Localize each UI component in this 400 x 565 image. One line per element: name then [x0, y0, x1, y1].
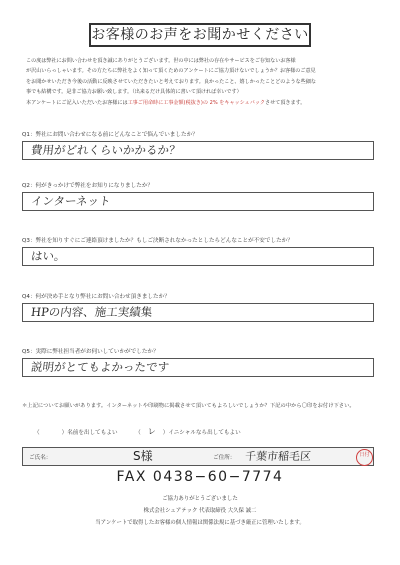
answer-field[interactable] — [22, 192, 374, 211]
address-label: ご住所： — [213, 455, 236, 461]
cashback-prefix: 本アンケートにご記入いただいたお客様には — [26, 99, 128, 106]
name-label: ご氏名： — [29, 455, 52, 461]
choice-initial-checkbox[interactable]: レ — [147, 427, 156, 436]
question-label: Q2：何がきっかけで弊社をお知りになりましたか？ — [22, 183, 154, 189]
intro-line: この度は弊社にお問い合わせを頂き誠にありがとうございます。世の中には弊社の存在やサービスをご存知ないお客様 — [26, 58, 296, 64]
name-field[interactable]: S様 — [133, 449, 153, 463]
company-text: 株式会社シェアテック 代表取締役 大久保 誠二 — [143, 508, 257, 514]
intro-text — [26, 56, 378, 108]
question-label: Q5：実際に弊社担当者がお伺いしていかがでしたか？ — [22, 349, 159, 355]
handwritten-answer: 説明がとてもよかったです — [30, 360, 170, 374]
customer-info-row — [22, 447, 374, 466]
question-5 — [22, 349, 374, 377]
fax-number: FAX 0438−60−7774 — [116, 469, 284, 485]
cashback-highlight: 工事ご用命時に工事金額(税抜き)の 2% をキャッシュバック — [127, 99, 266, 106]
thanks-text: ご協力ありがとうございました — [162, 496, 238, 502]
handwritten-answer: インターネット — [30, 194, 112, 208]
date-stamp: 日付 — [356, 449, 373, 466]
publication-choices — [34, 426, 241, 437]
intro-line: をお聞かせいただき今後の活動に反映させていただきたいと考えております。良かったこと、嬉しかったことどのような些細な — [26, 78, 316, 85]
intro-line: が沢山いらっしゃいます。その方たちに弊社をよく知って頂くためのアンケートにご協力頂けないでしょうか？お客様のご意見 — [26, 68, 316, 75]
answer-field[interactable] — [22, 141, 374, 160]
question-label: Q1：弊社にお問い合わせになる前にどんなことで悩んでいましたか？ — [22, 132, 198, 138]
answer-field[interactable] — [22, 247, 374, 266]
page-title: お客様のお声をお聞かせください — [89, 23, 311, 47]
handwritten-answer: はい。 — [30, 249, 67, 263]
handwritten-answer: 費用がどれくらいかかるか？ — [30, 143, 182, 157]
question-4 — [22, 294, 374, 322]
question-2 — [22, 183, 374, 211]
question-1 — [22, 132, 374, 160]
question-label: Q4：何が決め手となり弊社にお問い合わせ頂きましたか？ — [22, 294, 170, 300]
answer-field[interactable] — [22, 303, 374, 322]
choice-open-paren: （ — [34, 430, 40, 436]
publication-note: ＊上記についてお願いがあります。インターネットや印刷物に掲載させて頂いてもよろしいでしょうか？下記の中から〇印をお付け下さい。 — [22, 403, 355, 409]
cashback-suffix: させて頂きます。 — [265, 99, 306, 106]
choice-open-paren: （ — [135, 430, 141, 436]
privacy-text: 当アンケートで取得したお客様の個人情報は関係法規に基づき厳正に管理いたします。 — [95, 520, 305, 526]
answer-field[interactable] — [22, 358, 374, 377]
question-3 — [22, 238, 374, 266]
handwritten-answer: HPの内容、施工実績集 — [30, 305, 154, 319]
choice-initial-label: ）イニシャルなら出してもよい — [162, 430, 241, 436]
choice-name-label: ）名前を出してもよい — [61, 430, 118, 436]
intro-line: 事でも結構です。是非ご協力お願い致します。（出来るだけ具体的に書いて頂ければ幸いです） — [26, 89, 242, 96]
question-label: Q3：弊社を知りすぐにご連絡頂けましたか？もしご決断されなかったとしたらどんなことが不安でしたか？ — [22, 238, 293, 244]
address-field[interactable]: 千葉市稲毛区 — [244, 450, 312, 463]
intro-line-cashback — [26, 98, 378, 108]
